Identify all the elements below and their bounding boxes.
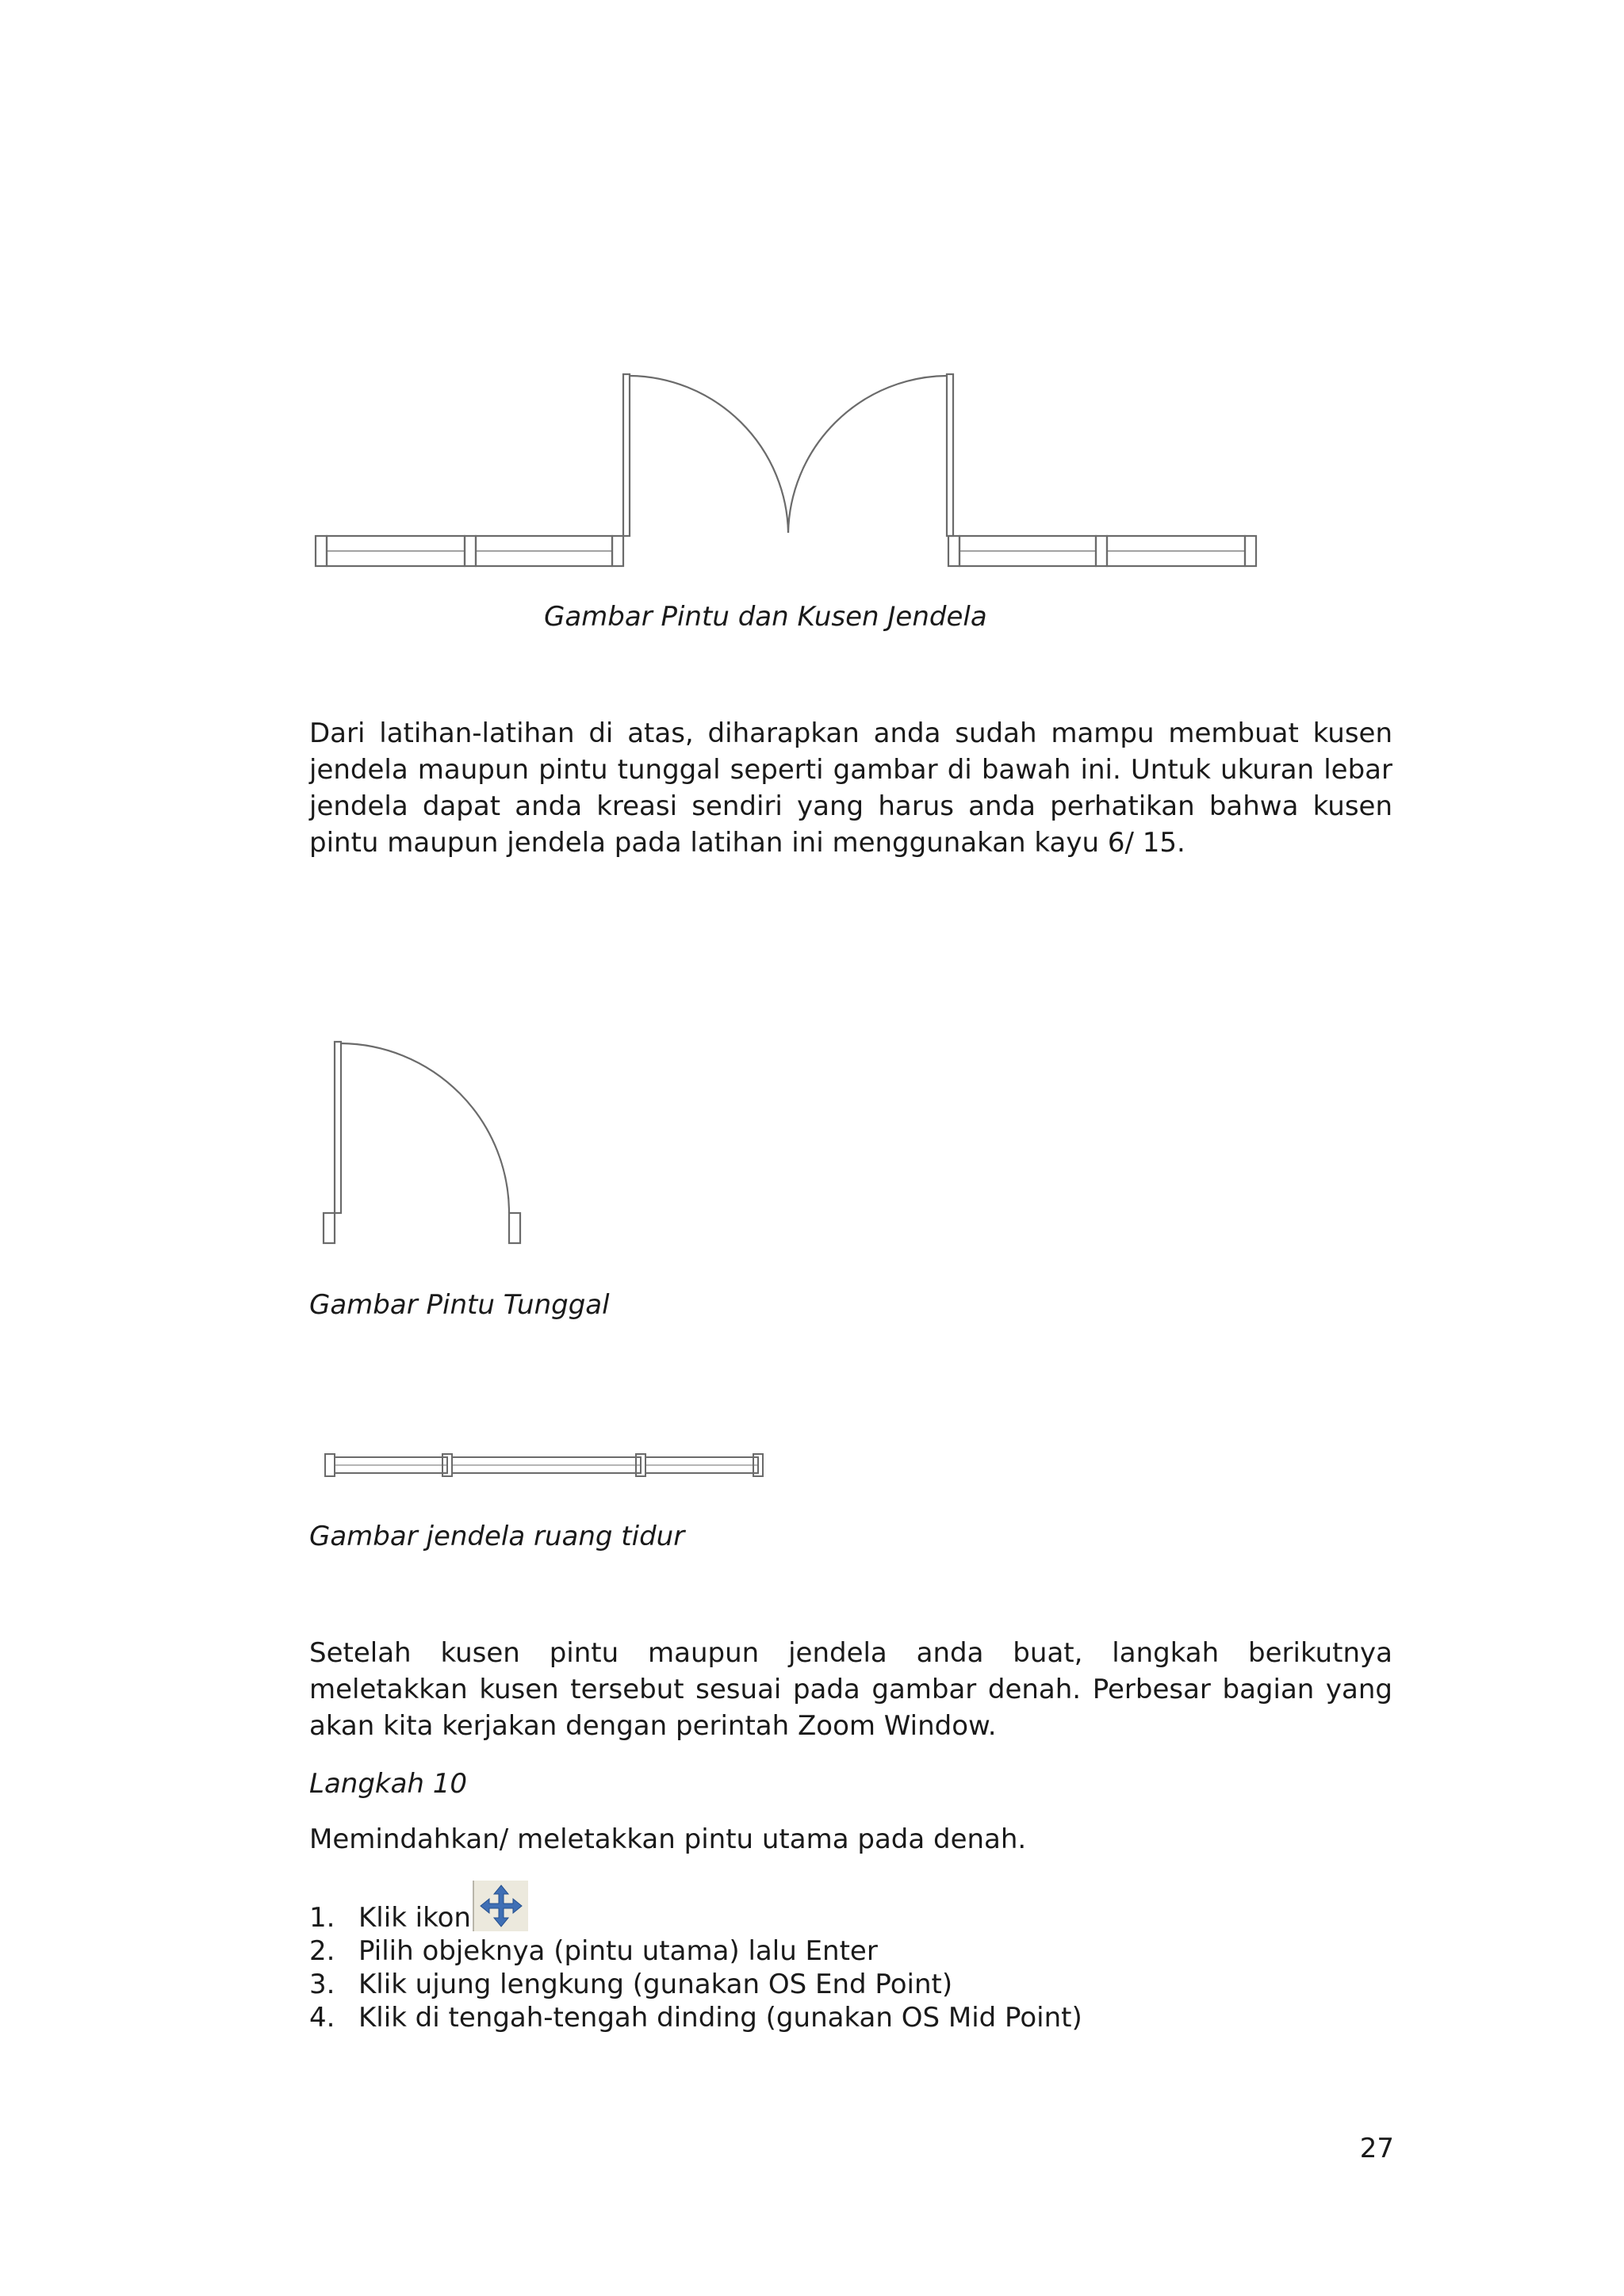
step-number: 2. — [309, 1935, 335, 1967]
single-door-hinge-jamb — [324, 1213, 335, 1243]
right-door-jamb — [948, 536, 959, 566]
step-text: Klik ujung lengkung (gunakan OS End Point) — [358, 1969, 953, 2000]
right-door-swing-arc — [788, 376, 947, 533]
list-item — [309, 1901, 1392, 1934]
step-number: 4. — [309, 2002, 335, 2034]
figure-caption-double-door: Gambar Pintu dan Kusen Jendela — [544, 601, 987, 633]
single-door-drawing — [317, 1037, 531, 1246]
step-number: 3. — [309, 1969, 335, 2000]
bedroom-window-drawing — [322, 1448, 772, 1479]
list-item — [309, 1968, 1392, 2001]
step-text: Pilih objeknya (pintu utama) lalu Enter — [358, 1935, 878, 1967]
figure-caption-bedroom-window: Gambar jendela ruang tidur — [309, 1521, 685, 1552]
left-door-swing-arc — [630, 376, 788, 533]
right-window-post-mid — [1096, 536, 1107, 566]
list-item — [309, 1934, 1392, 1968]
steps-list — [309, 1901, 1392, 2034]
right-door-leaf — [947, 374, 953, 536]
double-door-window-drawing — [314, 368, 1266, 577]
step-text: Klik di tengah-tengah dinding (gunakan OS Mid Point) — [358, 2002, 1082, 2034]
step-heading: Langkah 10 — [309, 1768, 468, 1800]
step-intro: Memindahkan/ meletakkan pintu utama pada denah. — [309, 1823, 1027, 1855]
page-number: 27 — [1359, 2133, 1394, 2164]
left-window-post-mid — [465, 536, 476, 566]
right-window-post-outer — [1245, 536, 1256, 566]
single-door-leaf — [335, 1042, 341, 1213]
step-number: 1. — [309, 1902, 335, 1934]
intro-paragraph: Dari latihan-latihan di atas, diharapkan anda sudah mampu membuat kusen jendela maupun pintu tunggal seperti gambar di bawah ini. Untuk ukuran lebar jendela dapat anda kreasi sendiri yang harus anda perhatikan bahwa kusen pintu maupun jendela pada latihan ini menggunakan kayu 6/ 15. — [309, 718, 1392, 859]
step-text: Klik ikon — [358, 1902, 471, 1934]
placement-paragraph: Setelah kusen pintu maupun jendela anda buat, langkah berikutnya meletakkan kusen tersebut sesuai pada gambar denah. Perbesar bagian yang akan kita kerjakan dengan perintah Zoom Window. — [309, 1637, 1392, 1742]
figure-caption-single-door: Gambar Pintu Tunggal — [309, 1289, 610, 1321]
left-door-leaf — [623, 374, 630, 536]
single-door-strike-jamb — [509, 1213, 520, 1243]
list-item — [309, 2001, 1392, 2034]
left-window-post-outer — [316, 536, 327, 566]
single-door-swing-arc — [341, 1043, 509, 1213]
bedroom-window-post-left — [325, 1454, 335, 1476]
left-door-jamb — [612, 536, 623, 566]
